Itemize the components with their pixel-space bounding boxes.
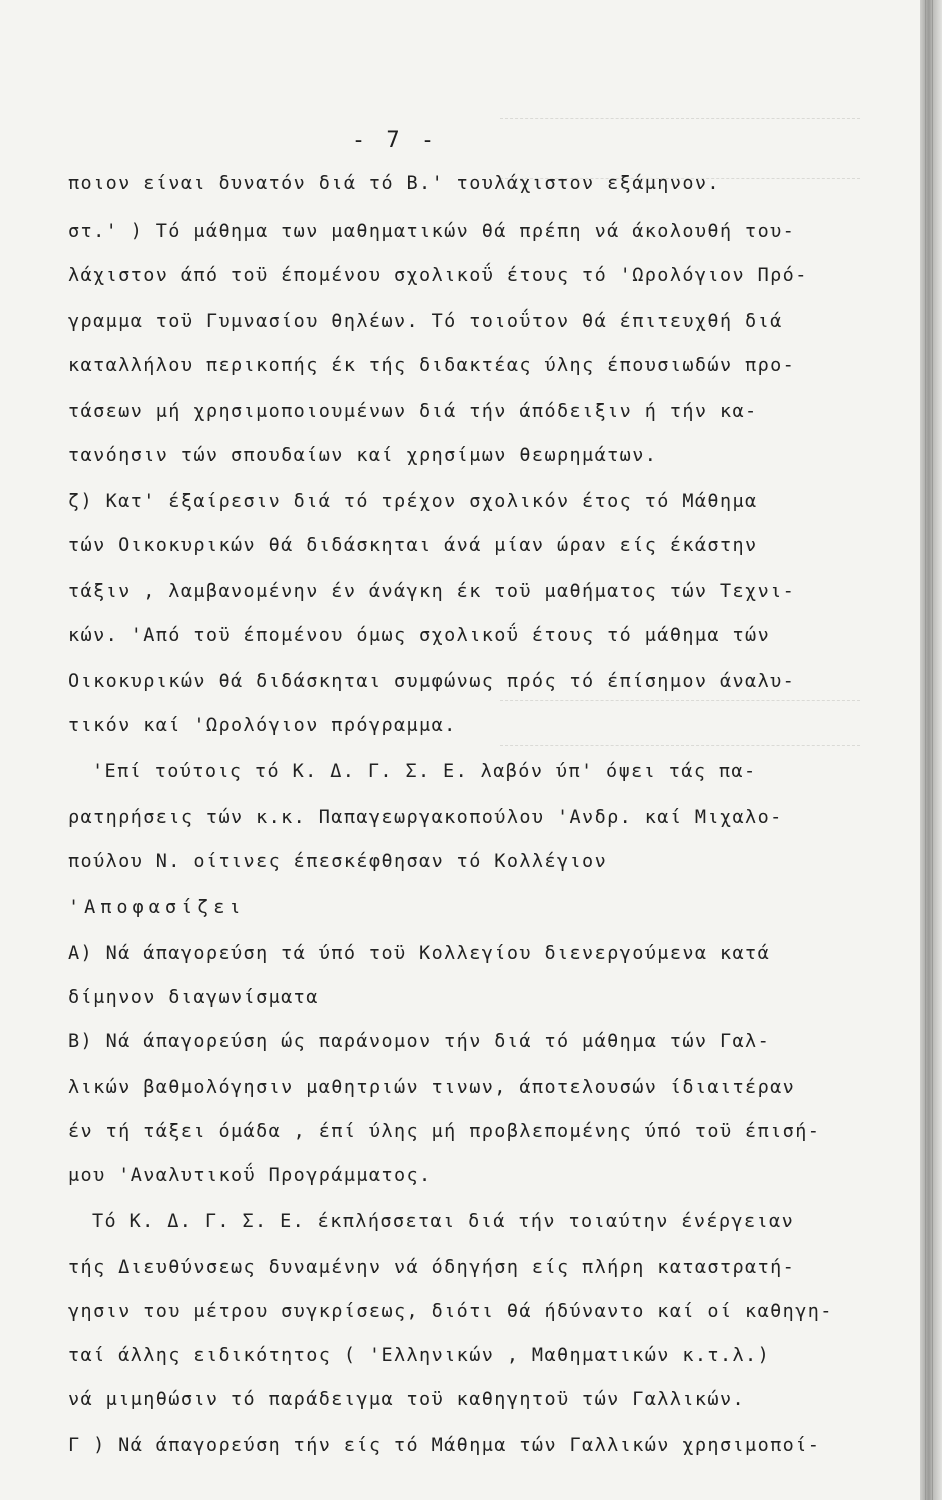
text-line: Α) Νά άπαγορεύση τά ύπό τοϋ Κολλεγίου διενεργούμενα κατά — [68, 943, 771, 964]
text-line: τάξιν , λαμβανομένην έν άνάγκη έκ τοϋ μαθήματος τών Τεχνι- — [68, 581, 796, 602]
show-through-line — [500, 700, 860, 707]
show-through-line — [500, 745, 860, 752]
text-line: ταί άλλης ειδικότητος ( 'Ελληνικών , Μαθηματικών κ.τ.λ.) — [68, 1345, 771, 1366]
text-line: τανόησιν τών σπουδαίων καί χρησίμων θεωρημάτων. — [68, 445, 658, 466]
show-through-line — [500, 118, 860, 125]
text-line: τής Διευθύνσεως δυναμένην νά όδηγήση είς πλήρη καταστρατή- — [68, 1257, 796, 1278]
text-line: Γ ) Νά άπαγορεύση τήν είς τό Μάθημα τών Γαλλικών χρησιμοποί- — [68, 1435, 821, 1456]
text-line: τάσεων μή χρησιμοποιουμένων διά τήν άπόδειξιν ή τήν κα- — [68, 401, 758, 422]
page-number: - 7 - — [351, 128, 439, 153]
text-line: καταλλήλου περικοπής έκ τής διδακτέας ύλης έπουσιωδών προ- — [68, 355, 796, 376]
text-line: μου 'Αναλυτικοΰ Προγράμματος. — [68, 1165, 432, 1186]
text-line: Οικοκυρικών θά διδάσκηται συμφώνως πρός τό έπίσημον άναλυ- — [68, 671, 796, 692]
text-line: νά μιμηθώσιν τό παράδειγμα τοϋ καθηγητοϋ τών Γαλλικών. — [68, 1389, 746, 1410]
text-line: ρατηρήσεις τών κ.κ. Παπαγεωργακοπούλου 'Ανδρ. καί Μιχαλο- — [68, 807, 783, 828]
text-line: έν τή τάξει όμάδα , έπί ύλης μή προβλεπομένης ύπό τοϋ έπισή- — [68, 1121, 821, 1142]
text-line: πούλου Ν. οίτινες έπεσκέφθησαν τό Κολλέγιον — [68, 851, 608, 872]
section-heading: 'Αποφασίζει — [68, 897, 246, 918]
text-line: στ.' ) Τό μάθημα των μαθηματικών θά πρέπη νά άκολουθή του- — [68, 221, 796, 242]
text-line: Β) Νά άπαγορεύση ώς παράνομον τήν διά τό μάθημα τών Γαλ- — [68, 1031, 771, 1052]
text-line: 'Επί τούτοις τό Κ. Δ. Γ. Σ. Ε. λαβόν ύπ' όψει τάς πα- — [92, 761, 757, 782]
text-line: λάχιστον άπό τοϋ έπομένου σχολικοΰ έτους τό 'Ωρολόγιον Πρό- — [68, 265, 808, 286]
text-line: γραμμα τοϋ Γυμνασίου θηλέων. Τό τοιοΰτον θά έπιτευχθή διά — [68, 311, 783, 332]
text-line: λικών βαθμολόγησιν μαθητριών τινων, άποτελουσών ίδιαιτέραν — [68, 1077, 796, 1098]
text-line: Τό Κ. Δ. Γ. Σ. Ε. έκπλήσσεται διά τήν τοιαύτην ένέργειαν — [92, 1211, 795, 1232]
text-line: ποιον είναι δυνατόν διά τό Β.' τουλάχιστον εξάμηνον. — [68, 173, 720, 194]
text-line: ζ) Κατ' έξαίρεσιν διά τό τρέχον σχολικόν έτος τό Μάθημα — [68, 491, 758, 512]
text-line: κών. 'Από τοϋ έπομένου όμως σχολικοΰ έτους τό μάθημα τών — [68, 625, 771, 646]
text-line: γησιν του μέτρου συγκρίσεως, διότι θά ήδύναντο καί οί καθηγη- — [68, 1301, 833, 1322]
text-line: τών Οικοκυρικών θά διδάσκηται άνά μίαν ώραν είς έκάστην — [68, 535, 758, 556]
binding-line — [925, 0, 926, 1500]
page-binding-edge — [920, 0, 942, 1500]
text-line: δίμηνον διαγωνίσματα — [68, 987, 319, 1008]
binding-line — [932, 0, 933, 1500]
text-line: τικόν καί 'Ωρολόγιον πρόγραμμα. — [68, 715, 457, 736]
